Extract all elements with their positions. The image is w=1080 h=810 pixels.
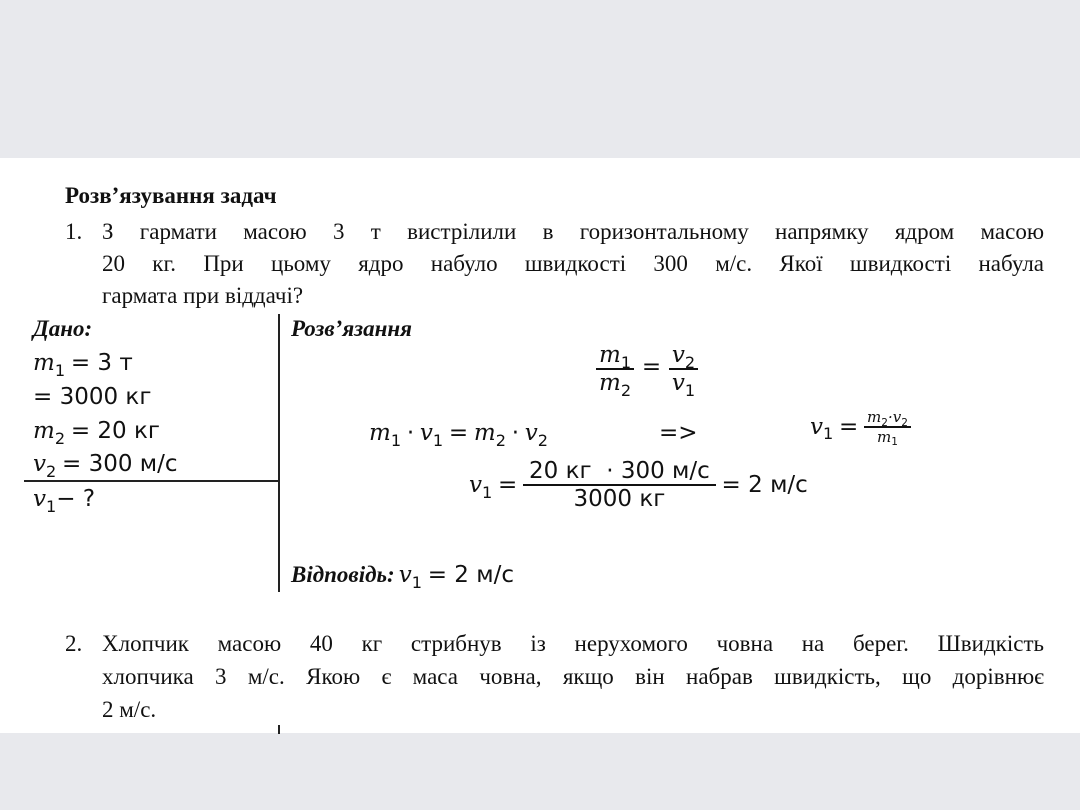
problem-1-line-2: 20 кг. При цьому ядро набуло швидкості 300 м/с. Якої швидкості набула [102,251,1044,276]
table-vertical-divider-2 [278,725,280,734]
v1-formula: $v_1$ = $\frac{m_2\cdot v_2}{m_1}$ [810,408,911,446]
given-m1: $m_1 = 3$ т [33,350,133,380]
given-m1-converted: = 3000 кг [33,384,152,410]
problem-2-line-3: 2 м/с. [102,697,157,722]
calculation-equation: $v_1$ = $\frac{20 кг \cdot 300 м/с}{3000 кг}$ = 2 м/с [469,458,808,512]
given-divider [24,480,279,482]
problem-2-number: 2. [65,631,83,656]
answer: Відповідь: $v_1 = 2$ м/с [291,562,514,592]
problem-2-line-1: Хлопчик масою 40 кг стрибнув із нерухомого човна на берег. Швидкість [102,631,1044,656]
ratio-equation: $\frac{m_1}{m_2}$ = $\frac{v_2}{v_1}$ [596,342,698,396]
given-unknown: $v_1-$ ? [33,486,96,516]
given-header: Дано: [33,316,93,341]
given-m2: $m_2 = 20$ кг [33,418,160,448]
solution-header: Розв’язання [291,316,413,341]
problem-1-number: 1. [65,219,83,244]
problem-1-line-3: гармата при віддачі? [102,283,304,308]
table-vertical-divider [278,314,280,592]
implies-arrow: => [659,420,698,446]
problem-2-line-2: хлопчика 3 м/с. Якою є маса човна, якщо він набрав швидкість, що дорівнює [102,664,1044,689]
problem-1-line-1: З гармати масою 3 т вистрілили в горизонтальному напрямку ядром масою [102,219,1044,244]
section-title: Розв’язування задач [65,183,277,208]
momentum-equation: $m_1 \cdot v_1 = m_2 \cdot v_2$ [369,420,549,450]
given-v2: $v_2 = 300$ м/с [33,451,178,481]
